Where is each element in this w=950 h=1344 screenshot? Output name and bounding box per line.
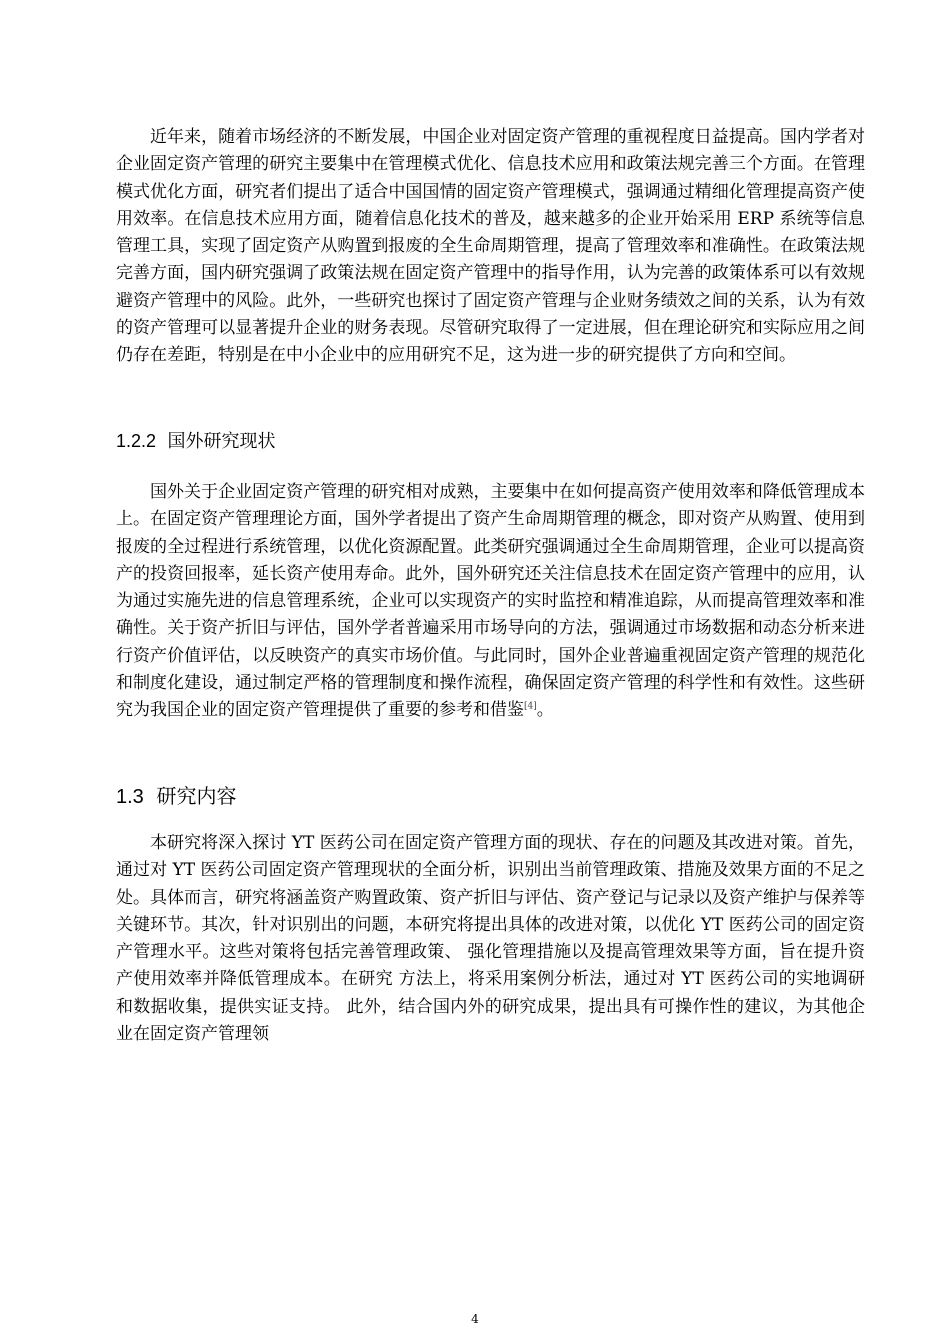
heading-number: 1.3 <box>116 786 144 808</box>
paragraph-research-content: 本研究将深入探讨 YT 医药公司在固定资产管理方面的现状、存在的问题及其改进对策。首先，通过对 YT 医药公司固定资产管理现状的全面分析，识别出当前管理政策、措施及效果方面的不足之处。具体而言，研究将涵盖资产购置政策、资产折旧与评估、资产登记与记录以及资产维护与保养等关键环节。其次，针对识别出的问题，本研究将提出具体的改进对策，以优化 YT 医药公司的固定资产管理水平。这些对策将包括完善管理政策、 强化管理措施以及提高管理效果等方面，旨在提升资产使用效率并降低管理成本。在研究 方法上，将采用案例分析法，通过对 YT 医药公司的实地调研和数据收集，提供实证支持。 此外，结合国内外的研究成果，提出具有可操作性的建议，为其他企业在固定资产管理领 <box>116 833 865 1045</box>
heading-number: 1.2.2 <box>116 431 157 451</box>
page-number: 4 <box>471 1312 479 1326</box>
paragraph-foreign-research <box>116 479 865 725</box>
heading-research-content <box>116 781 237 812</box>
heading-foreign-research-status <box>116 427 276 456</box>
paragraph-foreign-end: 。 <box>536 700 554 721</box>
heading-title: 国外研究现状 <box>167 431 276 452</box>
citation-reference: [4] <box>524 701 537 712</box>
paragraph-foreign-text: 国外关于企业固定资产管理的研究相对成熟，主要集中在如何提高资产使用效率和降低管理成本上。在固定资产管理理论方面，国外学者提出了资产生命周期管理的概念，即对资产从购置、使用到报废的全过程进行系统管理，以优化资源配置。此类研究强调通过全生命周期管理，企业可以提高资产的投资回报率，延长资产使用寿命。此外，国外研究还关注信息技术在固定资产管理中的应用，认为通过实施先进的信息管理系统，企业可以实现资产的实时监控和精准追踪，从而提高管理效率和准确性。关于资产折旧与评估，国外学者普遍采用市场导向的方法，强调通过市场数据和动态分析来进行资产价值评估，以反映资产的真实市场价值。与此同时，国外企业普遍重视固定资产管理的规范化和制度化建设，通过制定严格的管理制度和操作流程，确保固定资产管理的科学性和有效性。这些研究为我国企业的固定资产管理提供了重要的参考和借鉴 <box>116 482 865 721</box>
heading-title: 研究内容 <box>156 784 237 808</box>
paragraph-domestic-research: 近年来，随着市场经济的不断发展，中国企业对固定资产管理的重视程度日益提高。国内学者对企业固定资产管理的研究主要集中在管理模式优化、信息技术应用和政策法规完善三个方面。在管理模式优化方面，研究者们提出了适合中国国情的固定资产管理模式，强调通过精细化管理提高资产使用效率。在信息技术应用方面，随着信息化技术的普及，越来越多的企业开始采用 ERP 系统等信息管理工具，实现了固定资产从购置到报废的全生命周期管理，提高了管理效率和准确性。在政策法规完善方面，国内研究强调了政策法规在固定资产管理中的指导作用，认为完善的政策体系可以有效规避资产管理中的风险。此外，一些研究也探讨了固定资产管理与企业财务绩效之间的关系，认为有效的资产管理可以显著提升企业的财务表现。尽管研究取得了一定进展，但在理论研究和实际应用之间仍存在差距，特别是在中小企业中的应用研究不足，这为进一步的研究提供了方向和空间。 <box>116 127 865 366</box>
